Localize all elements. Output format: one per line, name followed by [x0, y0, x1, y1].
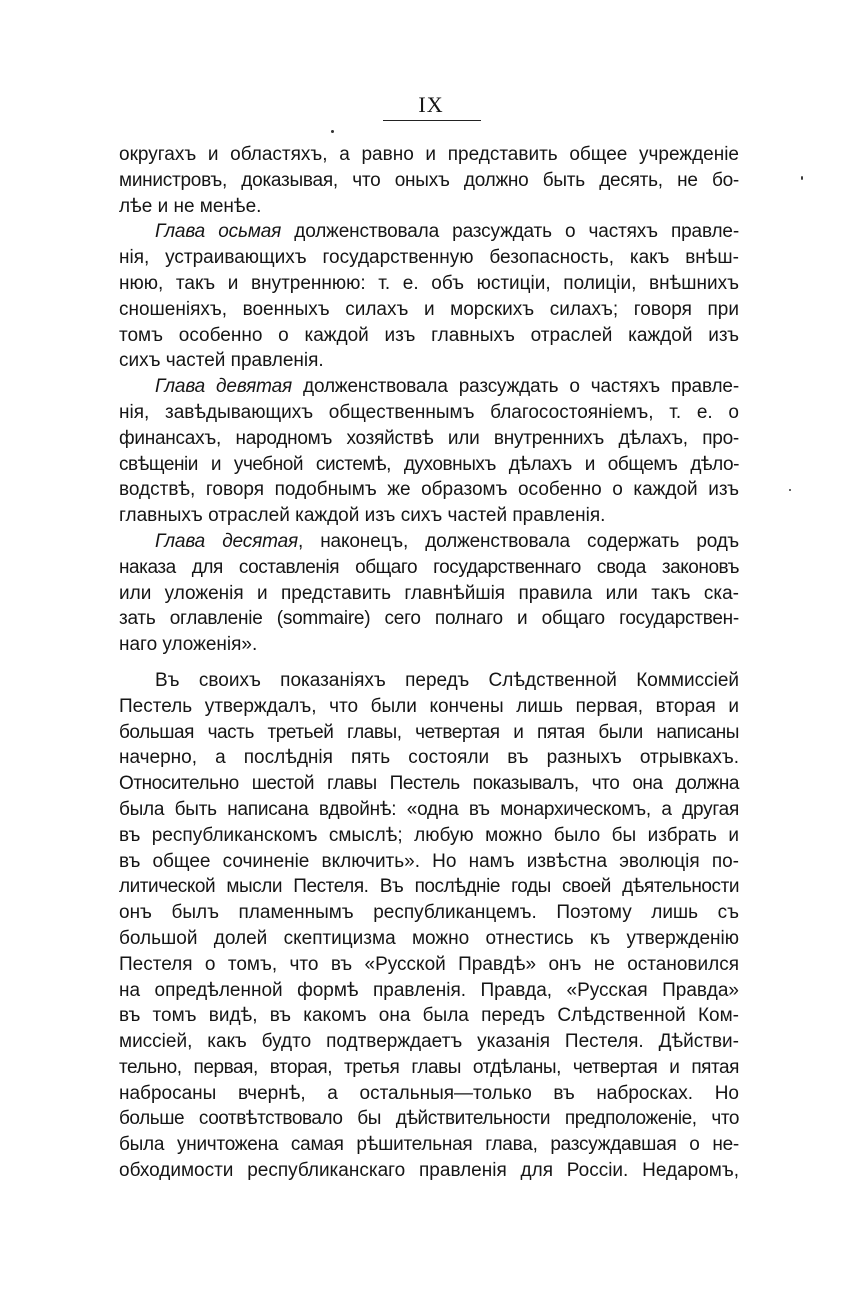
text-line: нія, устраивающихъ государственную безопасность, какъ внѣш-	[119, 247, 739, 269]
chapter-ten-line	[119, 529, 739, 555]
chapter-nine-heading: Глава девятая	[155, 376, 293, 398]
body-text	[119, 142, 739, 1184]
text-line: наго уложенія».	[119, 634, 258, 656]
chapter-eight-line	[119, 219, 739, 245]
text-line: на опредѣленной формѣ правленія. Правда, «Русская Правда»	[119, 979, 739, 1001]
text-line: нюю, такъ и внутреннюю: т. е. объ юстиціи, полиціи, внѣшнихъ	[119, 272, 739, 294]
print-speck	[331, 130, 334, 133]
chapter-nine-line	[119, 374, 739, 400]
text-line: наказа для составленія общаго государственнаго свода законовъ	[119, 556, 739, 578]
text-line: больше соотвѣтствовало бы дѣйствительности предположеніе, что	[119, 1108, 739, 1130]
page-number: IX	[418, 92, 444, 117]
chapter-ten-heading: Глава десятая	[155, 530, 298, 552]
chapter-eight-text: долженствовала разсуждать о частяхъ правле-	[281, 221, 739, 243]
text-line: была уничтожена самая рѣшительная глава, разсуждавшая о не-	[119, 1134, 739, 1156]
chapter-ten-text: , наконецъ, долженствовала содержать родъ	[297, 530, 739, 552]
text-line: министровъ, доказывая, что оныхъ должно быть десять, не бо-	[119, 169, 739, 191]
text-line: нія, завѣдывающихъ общественнымъ благосостояніемъ, т. е. о	[119, 401, 739, 423]
text-line: Пестеля о томъ, что въ «Русской Правдѣ» онъ не остановился	[119, 953, 739, 975]
text-line: онъ былъ пламеннымъ республиканцемъ. Поэтому лишь съ	[119, 902, 739, 924]
print-speck	[801, 176, 803, 180]
text-line: большой долей скептицизма можно отнестись къ утвержденію	[119, 927, 739, 949]
text-line: Въ своихъ показаніяхъ передъ Слѣдственной Коммиссіей	[155, 669, 739, 691]
text-line: зать оглавленіе (sommaire) сего полнаго и общаго государствен-	[119, 608, 739, 630]
text-line: томъ особенно о каждой изъ главныхъ отраслей каждой изъ	[119, 324, 739, 346]
text-line: въ томъ видѣ, въ какомъ она была передъ Слѣдственной Ком-	[119, 1005, 739, 1027]
text-line: или уложенія и представить главнѣйшія правила или такъ ска-	[119, 582, 739, 604]
text-line: набросаны вчернѣ, а остальныя—только въ набросках. Но	[119, 1082, 739, 1104]
text-line: округахъ и областяхъ, а равно и представить общее учрежденіе	[119, 144, 739, 165]
text-line: Относительно шестой главы Пестель показывалъ, что она должна	[119, 773, 739, 795]
text-line: сихъ частей правленія.	[119, 350, 324, 372]
page-number-rule	[383, 120, 481, 121]
text-line: водствѣ, говоря подобнымъ же образомъ особенно о каждой изъ	[119, 479, 739, 501]
text-line: Пестель утверждалъ, что были кончены лишь первая, вторая и	[119, 695, 739, 717]
chapter-eight-heading: Глава осьмая	[155, 221, 282, 243]
text-line: свѣщеніи и учебной системѣ, духовныхъ дѣлахъ и общемъ дѣло-	[119, 453, 739, 475]
print-speck	[789, 489, 791, 491]
text-line: въ республиканскомъ смыслѣ; любую можно было бы избрать и	[119, 824, 739, 846]
text-line: была быть написана вдвойнѣ: «одна въ монархическомъ, а другая	[119, 798, 739, 820]
text-line: сношеніяхъ, военныхъ силахъ и морскихъ силахъ; говоря при	[119, 298, 739, 320]
text-line: тельно, первая, вторая, третья главы отдѣланы, четвертая и пятая	[119, 1056, 739, 1078]
text-line: финансахъ, народномъ хозяйствѣ или внутреннихъ дѣлахъ, про-	[119, 427, 739, 449]
text-line: въ общее сочиненіе включить». Но намъ извѣстна эволюція по-	[119, 850, 739, 872]
text-line: начерно, а послѣднія пять состояли въ разныхъ отрывкахъ.	[119, 747, 739, 769]
text-line: обходимости республиканскаго правленія для Россіи. Недаромъ,	[119, 1160, 739, 1182]
text-line: главныхъ отраслей каждой изъ сихъ частей правленія.	[119, 505, 606, 527]
chapter-nine-text: долженствовала разсуждать о частяхъ правле-	[292, 376, 739, 398]
text-line: литической мысли Пестеля. Въ послѣдніе годы своей дѣятельности	[119, 876, 739, 898]
text-line: лѣе и не менѣе.	[119, 195, 262, 217]
text-line: большая часть третьей главы, четвертая и пятая были написаны	[119, 721, 739, 743]
text-line: миссіей, какъ будто подтверждаетъ указанія Пестеля. Дѣйстви-	[119, 1031, 739, 1053]
paragraph-gap	[119, 658, 739, 668]
